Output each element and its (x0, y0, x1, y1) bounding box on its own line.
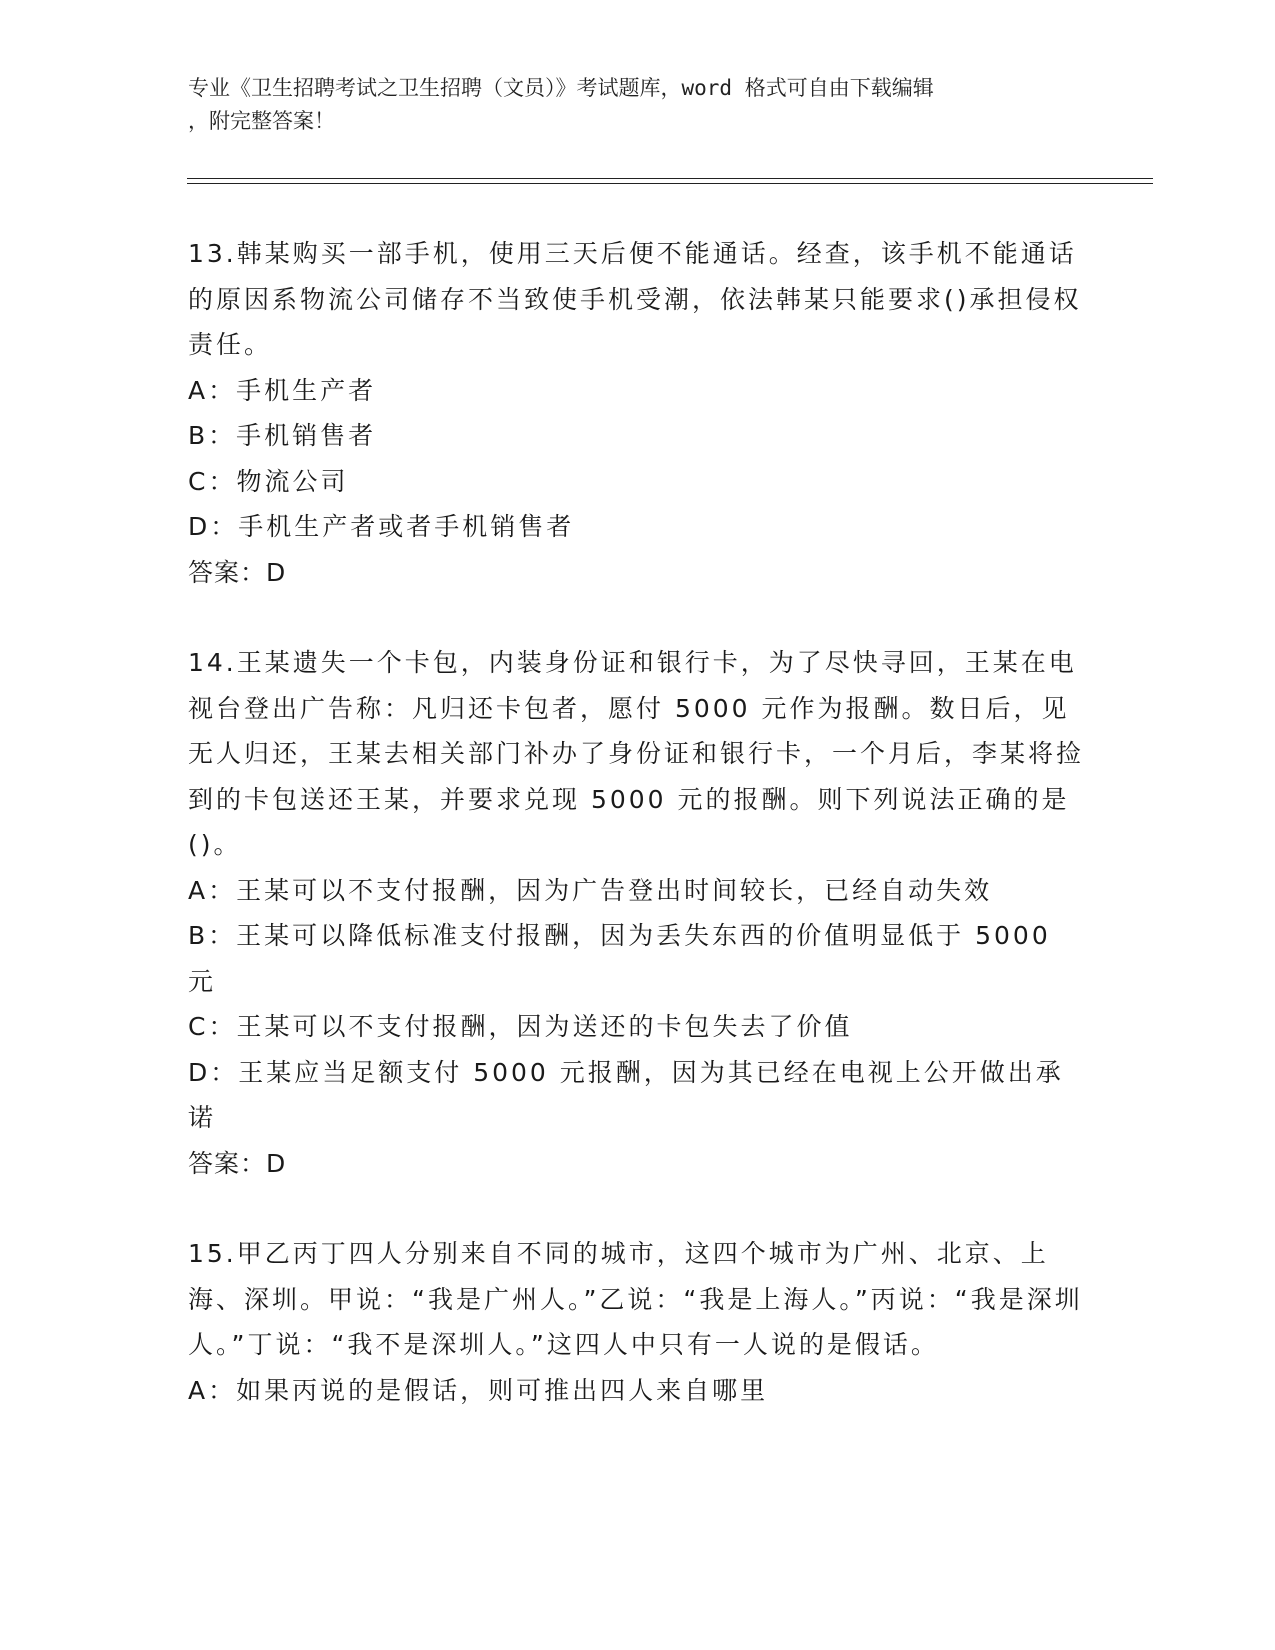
option-d: D：王某应当足额支付 5000 元报酬，因为其已经在电视上公开做出承诺 (188, 1057, 1064, 1132)
document-header (188, 72, 1068, 138)
answer-line: 答案：D (188, 1148, 287, 1178)
option-a: A：如果丙说的是假话，则可推出四人来自哪里 (188, 1375, 769, 1405)
question-13 (188, 231, 1088, 595)
header-divider-top (187, 178, 1153, 179)
question-15 (188, 1231, 1088, 1413)
option-b: B：王某可以降低标准支付报酬，因为丢失东西的价值明显低于 5000 元 (188, 921, 1051, 996)
header-line-1: 专业《卫生招聘考试之卫生招聘（文员）》考试题库，word 格式可自由下载编辑 (188, 76, 934, 100)
question-14 (188, 640, 1088, 1186)
question-stem: 13.韩某购买一部手机，使用三天后便不能通话。经查，该手机不能通话的原因系物流公司储存不当致使手机受潮，依法韩某只能要求()承担侵权责任。 (188, 239, 1082, 359)
question-list (188, 231, 1088, 1458)
header-divider-bottom (187, 183, 1153, 184)
answer-line: 答案：D (188, 557, 287, 587)
option-list (188, 1368, 1088, 1414)
option-c: C：王某可以不支付报酬，因为送还的卡包失去了价值 (188, 1012, 853, 1041)
option-a: A：手机生产者 (188, 375, 377, 405)
option-c: C：物流公司 (188, 466, 349, 496)
option-b: B：手机销售者 (188, 421, 377, 450)
option-a: A：王某可以不支付报酬，因为广告登出时间较长，已经自动失效 (188, 875, 993, 905)
option-d: D：手机生产者或者手机销售者 (188, 512, 575, 541)
option-list (188, 868, 1088, 1141)
option-list (188, 368, 1088, 550)
header-line-2: ，附完整答案！ (188, 109, 335, 133)
question-stem: 14.王某遗失一个卡包，内装身份证和银行卡，为了尽快寻回，王某在电视台登出广告称：凡归还卡包者，愿付 5000 元作为报酬。数日后，见无人归还，王某去相关部门补办了身份证和银行卡，一个月后，李某将捡到的卡包送还王某，并要求兑现 5000 元的报酬。则下列说法正确的是()。 (188, 648, 1085, 859)
question-stem: 15.甲乙丙丁四人分别来自不同的城市，这四个城市为广州、北京、上海、深圳。甲说：“我是广州人。”乙说：“我是上海人。”丙说：“我是深圳人。”丁说：“我不是深圳人。”这四人中只有一人说的是假话。 (188, 1239, 1083, 1359)
